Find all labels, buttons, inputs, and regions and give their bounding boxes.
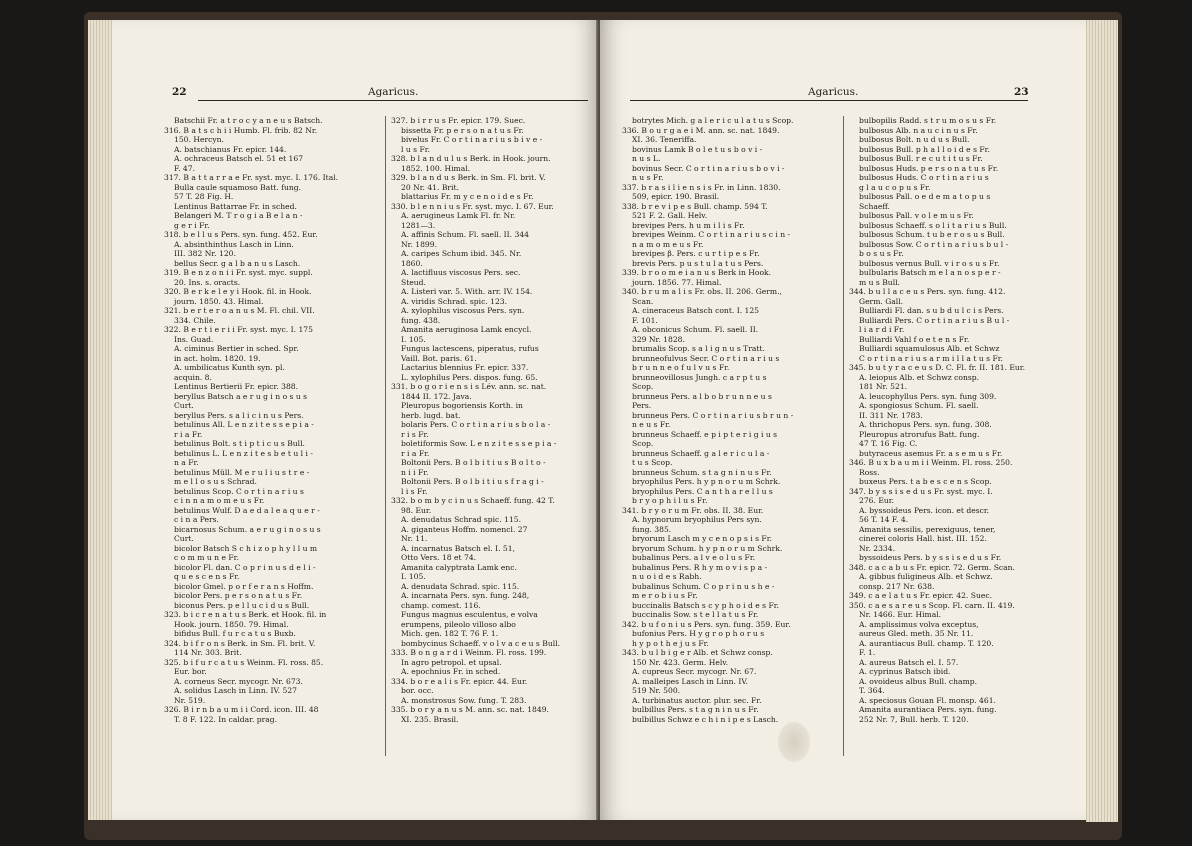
index-line: Batschii Fr. a t r o c y a n e u s Batsch. xyxy=(174,116,323,125)
index-line: A. affinis Schum. Fl. saell. II. 344 xyxy=(401,230,530,239)
index-line: A. lactifluus viscosus Pers. sec. xyxy=(401,268,521,277)
index-line: A. Listeri var. 5. With. arr. IV. 154. xyxy=(401,287,533,296)
index-line: Nr. 2334. xyxy=(859,543,896,553)
left-col-2 xyxy=(391,116,598,724)
index-line: bellus Secr. g a l b a n u s Lasch. xyxy=(174,258,301,268)
index-line: T. 8 F. 122. In caldar. prag. xyxy=(174,714,278,724)
running-head-left: Agaricus. xyxy=(368,86,419,98)
index-line: A. malleipes Lasch in Linn. IV. xyxy=(632,676,748,686)
index-line: bulbosus Bull. p h a l l o i d e s Fr. xyxy=(859,144,990,154)
index-line: c i n n a m o m e u s Fr. xyxy=(174,496,265,505)
index-line: bicolor Fl. dan. C o p r i n u s d e l i - xyxy=(174,562,316,572)
index-line: 521 F. 2. Gall. Helv. xyxy=(632,211,708,220)
index-line: A. byssoideus Pers. icon. et descr. xyxy=(859,505,990,515)
index-line: A. corneus Secr. mycogr. Nr. 673. xyxy=(174,676,303,686)
index-line: bulbosus Alb. n a u c i n u s Fr. xyxy=(859,125,978,135)
index-line: A. leiopus Alb. et Schwz consp. xyxy=(859,372,980,382)
index-line: bulbosus Schaeff. s o l i t a r i u s Bull. xyxy=(859,220,1007,230)
index-line: journ. 1856. 77. Himal. xyxy=(632,277,722,287)
index-line: bryophilus Pers. C a n t h a r e l l u s xyxy=(632,486,773,496)
index-line: 1844 II. 172. Java. xyxy=(401,391,472,401)
index-line: I. 105. xyxy=(401,334,426,344)
index-line: brevipes Weinm. C o r t i n a r i u s c i n - xyxy=(632,230,791,239)
index-line: brunneus Pers. C o r t i n a r i u s b r u n - xyxy=(632,410,794,420)
right-col-1 xyxy=(622,116,844,724)
index-line: n a Fr. xyxy=(174,458,199,467)
index-line: champ. comest. 116. xyxy=(401,600,481,610)
index-line: bryorum Schum. h y p n o r u m Schrk. xyxy=(632,543,783,553)
index-line: A. speciosus Gouan Fl. monsp. 461. xyxy=(859,695,996,705)
index-line: 150. Hercyn. xyxy=(174,135,224,144)
index-line: A. cyprinus Batsch ibid. xyxy=(859,667,951,676)
index-entry: 321. b e r t e r o a n u s M. Fl. chil. VII. xyxy=(164,306,315,315)
index-line: buccinalis Batsch s c y p h o i d e s Fr. xyxy=(632,600,779,610)
index-line: Scan. xyxy=(632,296,654,306)
index-line: F. 101. xyxy=(632,315,658,325)
index-line: bicarnosus Schum. a e r u g i n o s u s xyxy=(174,524,321,534)
index-line: in act. holm. 1820. 19. xyxy=(174,353,261,363)
index-line: bulbosus Pall. v o l e m u s Fr. xyxy=(859,211,974,220)
index-line: A. gibbus fuligineus Alb. et Schwz. xyxy=(859,572,993,581)
right-col-2 xyxy=(849,116,1071,724)
index-entry: 316. B a t s c h i i Humb. Fl. frib. 82 Nr. xyxy=(164,125,318,135)
index-line: A. denudata Schrad. spic. 115. xyxy=(401,581,520,591)
index-line: bubalinus Schum. C o p r i n u s h e - xyxy=(632,581,775,591)
index-line: Curt. xyxy=(174,401,194,410)
index-entry: 329. b l a n d u s Berk. in Sm. Fl. brit. V. xyxy=(391,173,546,182)
header-rule-right xyxy=(630,100,1028,101)
index-line: Boltonii Pers. B o l b i t i u s f r a g i - xyxy=(401,477,544,486)
index-line: Bulla caule squamoso Batt. fung. xyxy=(174,182,302,192)
index-line: byssoideus Pers. b y s s i s e d u s Fr. xyxy=(859,553,1002,562)
index-line: brunneus Schum. s t a g n i n u s Fr. xyxy=(632,467,772,477)
index-line: 1860. xyxy=(401,258,423,268)
index-line: Bulliardi squamulosus Alb. et Schwz xyxy=(859,344,1000,353)
index-line: A. amplissimus volva exceptus, xyxy=(859,619,979,629)
index-line: bryorum Lasch m y c e n o p s i s Fr. xyxy=(632,534,772,543)
index-line: A. aureus Batsch el. I. 57. xyxy=(859,657,959,667)
index-line: bufonius Pers. H y g r o p h o r u s xyxy=(632,629,765,638)
index-line: A. obconicus Schum. Fl. saell. II. xyxy=(632,325,759,334)
index-line: betulinus Wulf. D a e d a l e a q u e r - xyxy=(174,505,320,515)
index-line: 57 T. 28 Fig. H. xyxy=(174,192,234,201)
index-entry: 348. c a c a b u s Fr. epicr. 72. Germ. Scan. xyxy=(849,562,1015,572)
index-line: betulinus Bolt. s t i p t i c u s Bull. xyxy=(174,439,305,448)
index-line: m e r o b i u s Fr. xyxy=(632,591,698,600)
index-entry: 350. c a e s a r e u s Scop. Fl. carn. II. 419. xyxy=(849,600,1015,610)
index-entry: 339. b r o o m e i a n u s Berk in Hook. xyxy=(622,268,772,277)
index-line: beryllus Batsch a e r u g i n o s u s xyxy=(174,391,308,401)
index-line: 334. Chile. xyxy=(174,315,216,325)
index-line: bulbosus Huds. p e r s o n a t u s Fr. xyxy=(859,163,999,173)
index-entry: 335. b o r y a n u s M. ann. sc. nat. 1849. xyxy=(391,705,549,714)
index-line: herb. lugd. bat. xyxy=(401,410,461,420)
index-entry: 340. b r u m a l i s Fr. obs. II. 206. Germ., xyxy=(622,287,782,296)
index-entry: 320. B e r k e l e y i Hook. fil. in Hook. xyxy=(164,287,312,296)
index-line: b o s u s Fr. xyxy=(859,249,904,258)
index-entry: 322. B e r t i e r i i Fr. syst. myc. I. 175 xyxy=(164,325,313,334)
index-line: bulbosus Pall. o e d e m a t o p u s xyxy=(859,192,991,201)
index-line: acquin. 8. xyxy=(174,372,212,382)
index-line: bovinus Lamk B o l e t u s b o v i - xyxy=(632,144,763,154)
index-line: A. aerugineus Lamk Fl. fr. Nr. xyxy=(401,211,516,220)
index-entry: 343. b u l b i g e r Alb. et Schwz consp. xyxy=(622,648,773,657)
index-line: brumalis Scop. s a l i g n u s Tratt. xyxy=(632,344,765,353)
index-line: h y p o t h e j u s Fr. xyxy=(632,638,709,648)
index-line: A. turbinatus auctor. plur. sec. Fr. xyxy=(632,695,762,705)
index-line: r i a Fr. xyxy=(174,429,203,439)
index-line: Eur. bor. xyxy=(174,667,207,676)
index-line: bovinus Secr. C o r t i n a r i u s b o v i - xyxy=(632,163,785,173)
index-line: g l a u c o p u s Fr. xyxy=(859,182,931,192)
index-line: journ. 1850. 43. Himal. xyxy=(174,296,264,306)
index-line: A. cineraceus Batsch cont. I. 125 xyxy=(632,306,760,315)
index-line: r i a Fr. xyxy=(401,448,430,458)
index-line: A. incarnatus Batsch el. I. 51, xyxy=(401,543,515,553)
index-line: bicolor Gmel. p o r f e r a n s Hoffm. xyxy=(174,581,314,591)
index-line: bryophilus Pers. h y p n o r u m Schrk. xyxy=(632,477,781,486)
index-line: buccinalis Sow. s t e l l a t u s Fr. xyxy=(632,610,759,619)
index-line: bissetta Fr. p e r s o n a t u s Fr. xyxy=(401,125,524,135)
index-line: 252 Nr. 7, Bull. herb. T. 120. xyxy=(859,714,969,724)
index-line: b r u n n e o f u l v u s Fr. xyxy=(632,363,730,372)
index-entry: 336. B o u r g a e i M. ann. sc. nat. 1849. xyxy=(622,125,780,135)
index-line: brevipes Pers. h u m i l i s Fr. xyxy=(632,220,745,230)
index-entry: 337. b r a s i l i e n s i s Fr. in Linn. 1830. xyxy=(622,182,781,192)
index-line: n u s L. xyxy=(632,154,661,163)
index-line: n i i Fr. xyxy=(401,467,429,477)
index-line: bivelus Fr. C o r t i n a r i u s b i v e - xyxy=(401,135,543,144)
index-line: brunneovillosus Jungh. c a r p t u s xyxy=(632,372,767,382)
index-line: m u s Bull. xyxy=(859,277,900,287)
index-line: 509, epicr. 190. Brasil. xyxy=(632,192,720,201)
index-entry: 346. B u x b a u m i i Weinm. Fl. ross. 250. xyxy=(849,458,1013,467)
index-line: betulinus Müll. M e r u l i u s t r e - xyxy=(174,467,310,477)
index-line: c i n a Pers. xyxy=(174,515,219,524)
index-entry: 328. b l a n d u l u s Berk. in Hook. journ. xyxy=(391,154,551,163)
right-page xyxy=(600,20,1086,820)
index-line: A. umbilicatus Kunth syn. pl. xyxy=(174,363,285,372)
index-line: bifidus Bull. f u r c a t u s Buxb. xyxy=(174,629,296,638)
index-entry: 330. b l e n n i u s Fr. syst. myc. I. 67. Eur. xyxy=(391,201,554,211)
index-line: Amanita aeruginosa Lamk encycl. xyxy=(401,325,532,334)
index-line: bulbosus vernus Bull. v i r o s u s Fr. xyxy=(859,258,1000,268)
index-line: 1281—3. xyxy=(401,220,436,230)
index-entry: 325. b i f u r c a t u s Weinm. Fl. ross. 85. xyxy=(164,657,324,667)
index-line: Mich. gen. 182 T. 76 F. 1. xyxy=(401,629,499,638)
index-line: n u s Fr. xyxy=(632,173,664,182)
index-line: A. leucophyllus Pers. syn. fung 309. xyxy=(859,391,997,401)
index-line: beryllus Pers. s a l i c i n u s Pers. xyxy=(174,410,304,420)
index-line: I. 105. xyxy=(401,572,426,581)
index-line: bulbosus Schum. t u b e r o s u s Bull. xyxy=(859,230,1005,239)
index-entry: 326. B i r n b a u m i i Cord. icon. III. 48 xyxy=(164,705,319,714)
index-line: XI. 36. Teneriffa. xyxy=(632,135,697,144)
index-line: Amanita aurantiaca Pers. syn. fung. xyxy=(859,705,997,714)
index-line: bulbillus Schwz e c h i n i p e s Lasch. xyxy=(632,714,779,724)
library-stamp xyxy=(778,722,810,762)
index-line: T. 364. xyxy=(859,686,885,695)
index-line: botrytes Mich. g a l e r i c u l a t u s Scop. xyxy=(632,116,794,125)
index-line: A. epochnius Fr. in sched. xyxy=(401,667,501,676)
index-line: A. incarnata Pers. syn. fung. 248, xyxy=(401,591,530,600)
index-line: A. hypnorum bryophilus Pers syn. xyxy=(632,515,762,524)
index-line: F. 47. xyxy=(174,163,195,173)
running-head-right: Agaricus. xyxy=(808,86,859,98)
index-line: A. denudatus Schrad spic. 115. xyxy=(401,515,522,524)
index-line: erumpens, pileolo villoso albo xyxy=(401,619,516,629)
index-line: A. giganteus Hoffm. nomencl. 27 xyxy=(401,524,528,534)
index-line: 20 Nr. 41. Brit. xyxy=(401,182,459,192)
index-line: butyraceus asemus Fr. a s e m u s Fr. xyxy=(859,448,1003,458)
index-line: 519 Nr. 500. xyxy=(632,686,681,695)
index-line: 114 Nr. 303. Brit. xyxy=(174,648,242,657)
index-line: 329 Nr. 1828. xyxy=(632,334,685,344)
index-entry: 317. B a t t a r r a e Fr. syst. myc. I. 176. Ital. xyxy=(164,173,339,182)
index-line: Lentinus Battarrae Fr. in sched. xyxy=(174,201,297,211)
index-line: q u e s c e n s Fr. xyxy=(174,572,240,581)
index-entry: 327. b i r r u s Fr. epicr. 179. Suec. xyxy=(391,116,526,125)
index-entry: 324. b i f r o n s Berk. in Sm. Fl. brit. V. xyxy=(164,638,316,648)
index-entry: 344. b u l l a c e u s Pers. syn. fung. 412. xyxy=(849,287,1006,296)
index-entry: 345. b u t y r a c e u s D. C. Fl. fr. II. 181. Eur. xyxy=(849,363,1026,372)
index-line: L. xylophilus Pers. dispos. fung. 65. xyxy=(401,372,538,382)
index-line: boletiformis Sow. L e n z i t e s s e p i a - xyxy=(401,439,557,448)
index-line: bulbularis Batsch m e l a n o s p e r - xyxy=(859,268,1001,277)
index-line: In agro petropol. et upsal. xyxy=(401,657,502,667)
index-line: b r y o p h i l u s Fr. xyxy=(632,496,708,505)
index-line: A. monstrosus Sow. fung. T. 283. xyxy=(401,695,527,705)
index-entry: 318. b e l l u s Pers. syn. fung. 452. Eur. xyxy=(164,230,318,239)
header-rule-left xyxy=(198,100,588,101)
index-entry: 331. b o g o r i e n s i s Lév. ann. sc. nat. xyxy=(391,382,547,391)
right-page-edges xyxy=(1086,20,1118,822)
index-entry: 342. b u f o n i u s Pers. syn. fung. 359. Eur. xyxy=(622,619,791,629)
index-line: brevis Pers. p u s t u l a t u s Pers. xyxy=(632,258,764,268)
index-line: A. spongiosus Schum. Fl. saell. xyxy=(859,401,979,410)
index-line: Belangeri M. T r o g i a B e l a n - xyxy=(174,211,303,220)
index-line: brunneus Pers. a l b o b r u n n e u s xyxy=(632,391,772,401)
index-line: n e u s Fr. xyxy=(632,420,671,429)
index-line: 276. Eur. xyxy=(859,496,894,505)
index-line: Curt. xyxy=(174,534,194,543)
index-line: bulbosus Bull. r e c u t i t u s Fr. xyxy=(859,154,983,163)
index-line: Bulliardi Fl. dan. s u b d u l c i s Pers. xyxy=(859,306,1004,315)
index-line: A. viridis Schrad. spic. 123. xyxy=(401,296,508,306)
index-line: A. aurantiacus Bull. champ. T. 120. xyxy=(859,638,994,648)
index-line: blattarius Fr. m y c e n o i d e s Fr. xyxy=(401,192,534,201)
index-entry: 333. B o n g a r d i Weinm. Fl. ross. 199. xyxy=(391,648,547,657)
index-line: A. ciminus Bertier in sched. Spr. xyxy=(174,344,299,353)
index-line: Nr. 11. xyxy=(401,534,428,543)
index-line: brunneus Schaeff. e p i p t e r i g i u s xyxy=(632,429,778,439)
index-line: Steud. xyxy=(401,277,426,287)
index-line: Pleuropus bogoriensis Korth. in xyxy=(401,401,523,410)
index-line: A. absinthinthus Lasch in Linn. xyxy=(174,239,294,249)
index-line: Boltonii Pers. B o l b i t i u s B o l t o - xyxy=(401,458,546,467)
index-line: XI. 235. Brasil. xyxy=(401,714,459,724)
index-line: A. cupreus Secr. mycogr. Nr. 67. xyxy=(632,667,757,676)
left-col-1 xyxy=(164,116,386,724)
index-line: c o m m u n e Fr. xyxy=(174,553,239,562)
index-line: A. solidus Lasch in Linn. IV. 527 xyxy=(174,686,298,695)
index-line: Amanita sessilis, perexiguus, tener, xyxy=(859,524,996,534)
index-line: A. ochraceus Batsch el. 51 et 167 xyxy=(174,154,304,163)
index-line: 181 Nr. 521. xyxy=(859,382,908,391)
index-line: cinerei coloris Hall. hist. III. 152. xyxy=(859,534,987,543)
index-line: Bulliardi Pers. C o r t i n a r i u s B u l - xyxy=(859,315,1010,325)
index-entry: 349. c a e l a t u s Fr. epicr. 42. Suec. xyxy=(849,591,992,600)
index-line: 98. Eur. xyxy=(401,505,432,515)
index-line: betulinus All. L e n z i t e s s e p i a - xyxy=(174,420,314,429)
index-line: Lentinus Bertierii Fr. epicr. 388. xyxy=(174,382,299,391)
index-line: Fungus magnus esculentus, e volva xyxy=(401,610,538,619)
page-number-left: 22 xyxy=(172,86,187,98)
index-line: Hook. journ. 1850. 79. Himal. xyxy=(174,619,289,629)
index-line: bolaris Pers. C o r t i n a r i u s b o l a - xyxy=(401,420,551,429)
index-line: brunneofulvus Secr. C o r t i n a r i u s xyxy=(632,353,780,363)
index-line: n a m o m e u s Fr. xyxy=(632,239,704,249)
index-line: A. ovoideus albus Bull. champ. xyxy=(859,676,978,686)
index-line: 20. Ins. s. oracts. xyxy=(174,277,241,287)
index-line: Ins. Guad. xyxy=(174,334,214,344)
index-line: biconus Pers. p e l l u c i d u s Bull. xyxy=(174,600,310,610)
index-line: 1852. 100. Himal. xyxy=(401,163,471,173)
index-line: bulbosus Sow. C o r t i n a r i u s b u l - xyxy=(859,239,1009,249)
index-line: Nr. 519. xyxy=(174,695,206,705)
index-line: bombycinus Schaeff. v o l v a c e u s Bull. xyxy=(401,638,560,648)
index-line: Vaill. Bot. paris. 61. xyxy=(401,353,477,363)
index-line: l u s Fr. xyxy=(401,144,430,154)
index-line: A. thrichopus Pers. syn. fung. 308. xyxy=(859,420,992,429)
index-line: t u s Scop. xyxy=(632,458,673,467)
index-line: Scop. xyxy=(632,382,654,391)
index-line: F. 1. xyxy=(859,648,876,657)
index-line: Lactarius blennius Fr. epicr. 337. xyxy=(401,363,529,372)
index-line: 150 Nr. 423. Germ. Helv. xyxy=(632,657,729,667)
index-line: l i a r d i Fr. xyxy=(859,325,905,334)
index-line: r i s Fr. xyxy=(401,429,429,439)
index-line: g e r i Fr. xyxy=(174,220,210,230)
index-entry: 323. b i c r e n a t u s Berk. et Hook. fil. in xyxy=(164,610,327,619)
index-line: brunneus Schaeff. g a l e r i c u l a - xyxy=(632,448,770,458)
index-line: Scop. xyxy=(632,439,654,448)
index-line: bubalinus Pers. R h y m o v i s p a - xyxy=(632,562,768,572)
index-line: fung. 438. xyxy=(401,315,441,325)
index-line: A. xylophilus viscosus Pers. syn. xyxy=(401,306,525,315)
index-line: bicolor Pers. p e r s o n a t u s Fr. xyxy=(174,591,303,600)
index-line: bulbillus Pers. s t a g n i n u s Fr. xyxy=(632,705,759,714)
index-line: III. 382 Nr. 120. xyxy=(174,249,236,258)
index-line: consp. 217 Nr. 638. xyxy=(859,581,935,591)
index-line: Bulliardi Vahl f o e t e n s Fr. xyxy=(859,334,970,344)
index-entry: 338. b r e v i p e s Bull. champ. 594 T. xyxy=(622,201,768,211)
index-line: brevipes β. Pers. c u r t i p e s Fr. xyxy=(632,249,760,258)
index-line: A. caripes Schum ibid. 345. Nr. xyxy=(401,249,522,258)
index-line: aureus Gled. meth. 35 Nr. 11. xyxy=(859,629,974,638)
index-line: bicolor Batsch S c h i z o p h y l l u m xyxy=(174,543,318,553)
index-line: 56 T. 14 F. 4. xyxy=(859,515,909,524)
index-line: bulbopilis Radd. s t r u m o s u s Fr. xyxy=(859,116,997,125)
index-line: betulinus L. L e n z i t e s b e t u l i - xyxy=(174,448,313,458)
index-line: bulbosus Huds. C o r t i n a r i u s xyxy=(859,173,989,182)
index-line: bulbosus Bolt. n u d u s Bull. xyxy=(859,135,970,144)
index-line: l i s Fr. xyxy=(401,486,428,496)
index-line: Nr. 1899. xyxy=(401,239,438,249)
index-entry: 341. b r y o r u m Fr. obs. II. 38. Eur. xyxy=(622,505,764,515)
page-number-right: 23 xyxy=(1014,86,1029,98)
index-line: II. 311 Nr. 1783. xyxy=(859,410,923,420)
index-entry: 334. b o r e a l i s Fr. epicr. 44. Eur. xyxy=(391,676,528,686)
index-line: m e l l o s u s Schrad. xyxy=(174,477,257,486)
index-line: Germ. Gall. xyxy=(859,296,904,306)
left-page xyxy=(112,20,598,820)
index-line: betulinus Scop. C o r t i n a r i u s xyxy=(174,486,304,496)
index-line: bor. occ. xyxy=(401,686,434,695)
column-divider-left xyxy=(385,116,386,756)
index-line: n u o i d e s Rabh. xyxy=(632,572,702,581)
index-line: fung. 385. xyxy=(632,524,672,534)
index-entry: 319. B e n z o n i i Fr. syst. myc. suppl. xyxy=(164,268,313,277)
index-line: 47 T. 16 Fig. C. xyxy=(859,439,918,448)
index-line: Pleuropus atrorufus Batt. fung. xyxy=(859,429,980,439)
index-line: Pers. xyxy=(632,401,652,410)
index-line: Ross. xyxy=(859,467,880,477)
index-line: Schaeff. xyxy=(859,201,890,211)
index-line: Fungus lactescens, piperatus, rufus xyxy=(401,344,539,353)
index-entry: 332. b o m b y c i n u s Schaeff. fung. 42 T. xyxy=(391,496,555,505)
index-line: bubalinus Pers. a l v e o l u s Fr. xyxy=(632,553,756,562)
index-line: Otto Vers. 18 et 74. xyxy=(401,553,477,562)
index-entry: 347. b y s s i s e d u s Fr. syst. myc. I. xyxy=(849,486,993,496)
index-line: buxeus Pers. t a b e s c e n s Scop. xyxy=(859,477,992,486)
index-line: C o r t i n a r i u s a r m i l l a t u s Fr. xyxy=(859,353,1003,363)
index-line: A. batschianus Fr. epicr. 144. xyxy=(174,144,287,154)
index-line: Nr. 1466. Eur. Himal. xyxy=(859,610,942,619)
index-line: Amanita calyptrata Lamk enc. xyxy=(401,562,517,572)
column-divider-right xyxy=(843,116,844,756)
